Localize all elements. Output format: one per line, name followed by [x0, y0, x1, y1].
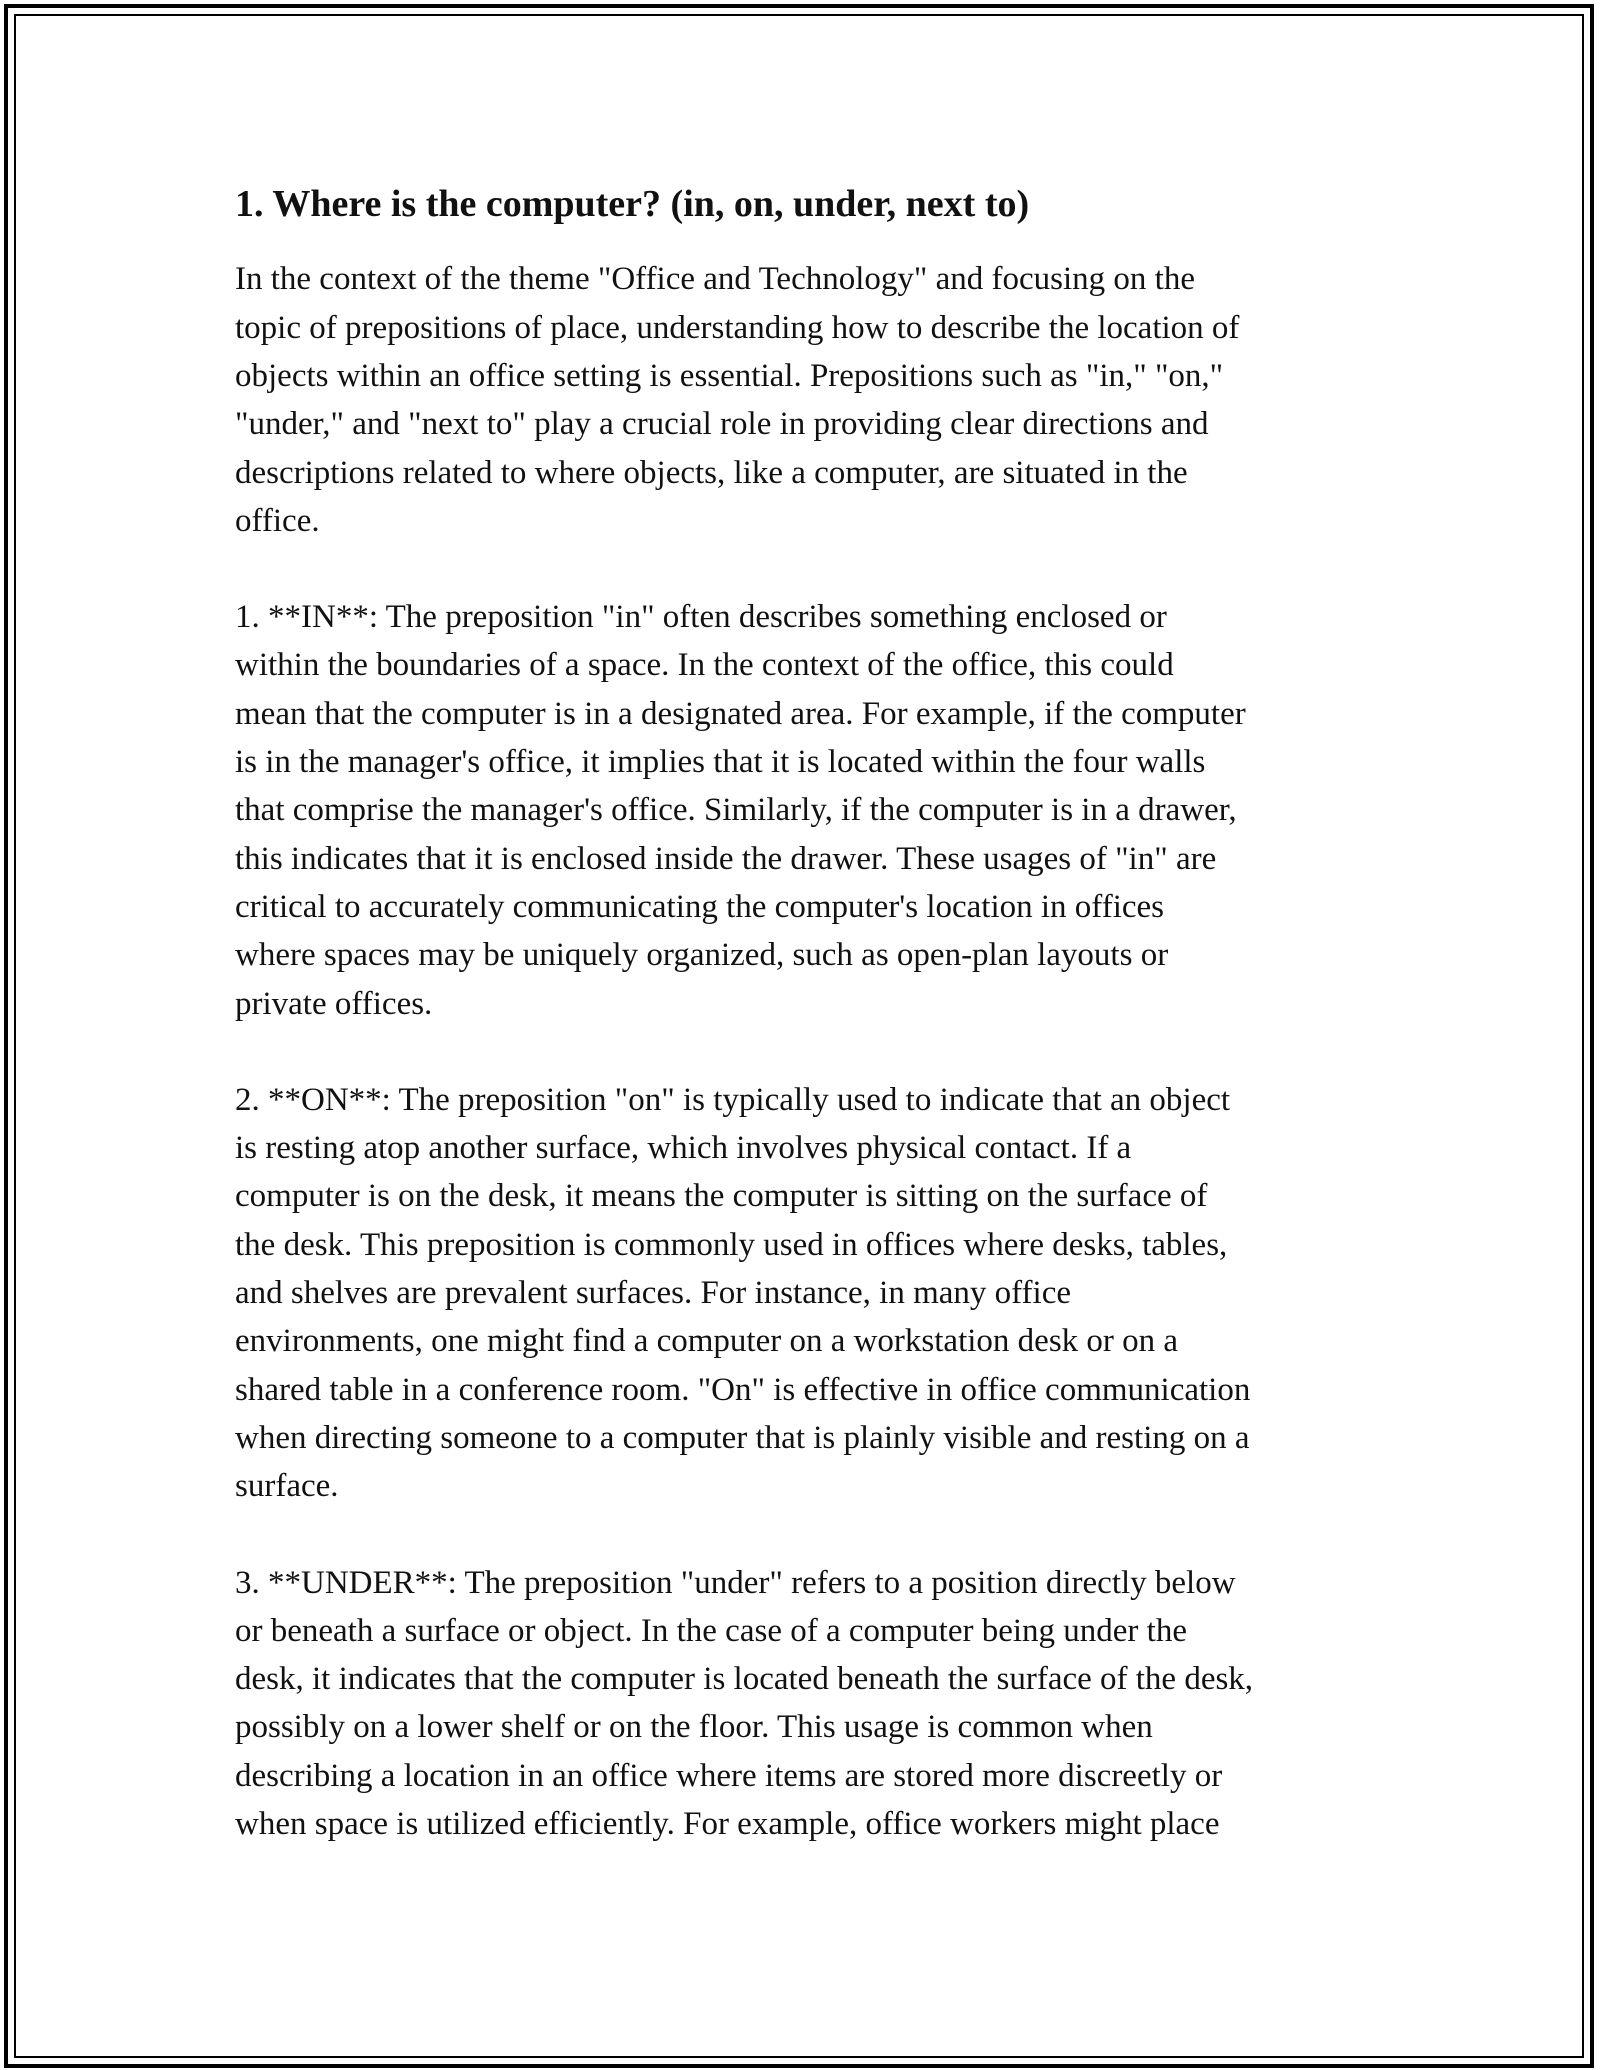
under-paragraph: 3. **UNDER**: The preposition "under" refers to a position directly below or beneath a surface or object. In the case of a computer being under the desk, it indicates that the computer is located beneath the surface of the desk, possibly on a lower shelf or on the floor. This usage is common when describing a location in an office where items are stored more discreetly or when space is utilized efficiently. For example, office workers might place: [235, 1564, 1254, 1842]
section-heading: 1. Where is the computer? (in, on, under, next to): [235, 183, 1030, 225]
intro-paragraph: In the context of the theme "Office and Technology" and focusing on the topic of prepositions of place, understanding how to describe the location of objects within an office setting is essential. Prepositions such as "in," "on," "under," and "next to" play a crucial role in providing clear directions and descriptions related to where objects, like a computer, are situated in the office.: [235, 261, 1240, 539]
document-body: [235, 180, 1375, 1896]
in-paragraph: 1. **IN**: The preposition "in" often describes something enclosed or within the boundaries of a space. In the context of the office, this could mean that the computer is in a designated area. For example, if the computer is in the manager's office, it implies that it is located within the four walls that comprise the manager's office. Similarly, if the computer is in a drawer, this indicates that it is enclosed inside the drawer. These usages of "in" are critical to accurately communicating the computer's location in offices where spaces may be uniquely organized, such as open-plan layouts or private offices.: [235, 599, 1246, 1022]
on-paragraph: 2. **ON**: The preposition "on" is typically used to indicate that an object is resting atop another surface, which involves physical contact. If a computer is on the desk, it means the computer is sitting on the surface of the desk. This preposition is commonly used in offices where desks, tables, and shelves are prevalent surfaces. For instance, in many office environments, one might find a computer on a workstation desk or on a shared table in a conference room. "On" is effective in office communication when directing someone to a computer that is plainly visible and resting on a surface.: [235, 1081, 1251, 1505]
